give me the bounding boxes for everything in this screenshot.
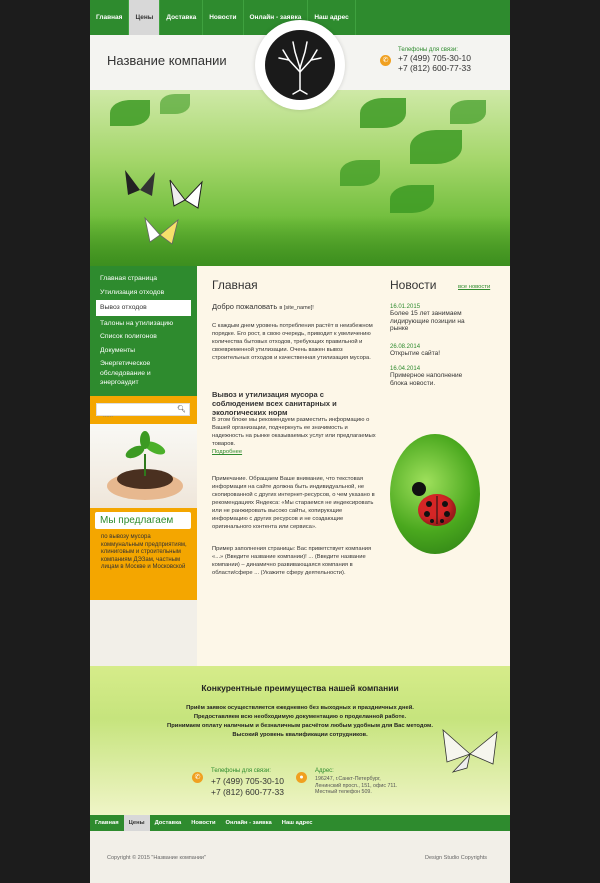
intro-paragraph: С каждым днем уровень потребления растёт в неизбежном порядке. Его рост, в свою очередь, приводит к увеличению количества бытовых отходов, требующих правильной и своевременной утилизации. Очень важен вывоз строительных отходов и качественная утилизация мусора. <box>212 323 373 361</box>
advantage-line: Принимаем оплату наличным и безналичным расчётом любым удобным для Вас методом. <box>167 723 433 729</box>
butterflies-image <box>120 160 220 250</box>
news-item[interactable] <box>390 366 480 387</box>
bottom-nav-item-online-request[interactable]: Онлайн - заявка <box>225 820 272 826</box>
left-dark-margin <box>0 0 90 883</box>
sidebar-item-landfills[interactable]: Список полигонов <box>100 333 157 340</box>
page-container <box>90 0 510 883</box>
logo[interactable] <box>255 20 345 110</box>
footer-contacts <box>90 760 510 815</box>
bottom-nav-item-delivery[interactable]: Доставка <box>154 820 182 826</box>
bottom-nav <box>90 815 510 831</box>
hero-banner <box>90 90 510 266</box>
hands-plant-image <box>90 424 197 508</box>
footer-phone-2: +7 (812) 600-77-33 <box>211 787 285 797</box>
offer-block <box>90 508 197 600</box>
news-item[interactable] <box>390 344 480 358</box>
phone-number-2: +7 (812) 600-77-33 <box>398 63 472 73</box>
advantage-line: Высокий уровень квалификации сотрудников. <box>232 732 368 738</box>
bottom-nav-item-prices[interactable]: Цены <box>124 815 150 831</box>
bottom-nav-item-address[interactable]: Наш адрес <box>281 820 313 826</box>
section-heading: Вывоз и утилизация мусора с соблюдением всех санитарных и экологических норм <box>212 390 337 417</box>
news-date: 16.01.2015 <box>390 304 421 310</box>
search-icon[interactable]: 🔍︎ <box>177 406 186 413</box>
note-paragraph: Примечание. Обращаем Ваше внимание, что текстовая информация на сайте должна быть индивидуальной, не скопированной с других интернет-ресурсов, о чем указано в рекомендациях Яндекса: «Мы стараемся не индексировать или не ранжировать высоко сайты, копирующие информацию с других ресурсов и не создающие оригинального контента или сервиса». <box>212 476 375 530</box>
sidebar-item-waste-removal[interactable]: Вывоз отходов <box>96 300 191 316</box>
top-nav-item-address[interactable]: Наш адрес <box>308 0 355 35</box>
company-name[interactable]: Название компании <box>107 53 227 68</box>
top-nav-item-delivery[interactable]: Доставка <box>160 0 203 35</box>
phone-number-1: +7 (499) 705-30-10 <box>398 53 472 63</box>
news-date: 26.08.2014 <box>390 344 421 350</box>
address-label: Адрес: <box>315 768 334 774</box>
sidebar-item-energy-audit[interactable]: Энергетическое обследование и энергоаудит <box>100 360 151 386</box>
design-credit[interactable]: Design Studio Copyrights <box>425 855 488 861</box>
location-pin-icon: ● <box>296 772 307 783</box>
tree-logo-icon <box>265 30 335 100</box>
about-paragraph: В этом блоке мы рекомендуем разместить информацию о Вашей организации, подчеркнуть ее значимость и надежность на рынке оказываемых услуг или предлагаемых товаров. <box>212 417 376 447</box>
example-paragraph: Пример заполнения страницы: Вас приветствует компания «...» (Введите название компании)! ... (Введите название компании) – динамично развивающаяся компания в области/сфере ... (Укажите сферу деятельности). <box>212 546 372 576</box>
read-more-link[interactable]: Подробнее <box>212 449 243 455</box>
phone-icon: ✆ <box>380 55 391 66</box>
news-text: Открытие сайта! <box>390 350 441 357</box>
bottom-nav-item-news[interactable]: Новости <box>191 820 216 826</box>
sidebar-menu <box>90 266 197 396</box>
news-text: Более 15 лет занимаем лидирующие позиции на рынке <box>390 310 465 332</box>
copyright: Copyright © 2015 "Название компании" <box>107 855 206 861</box>
news-date: 16.04.2014 <box>390 366 421 372</box>
welcome-site-name: в [site_name]! <box>279 305 314 311</box>
page-title: Главная <box>212 278 258 292</box>
top-nav-item-online-request[interactable]: Онлайн - заявка <box>244 0 309 35</box>
header-phones <box>382 47 472 73</box>
news-item[interactable] <box>390 304 480 333</box>
all-news-link[interactable]: все новости <box>458 284 491 290</box>
sidebar-item-waste-disposal[interactable]: Утилизация отходов <box>100 288 165 296</box>
search-area <box>90 396 197 424</box>
right-dark-margin <box>510 0 600 883</box>
advantage-line: Предоставляем всю необходимую документацию о проделанной работе. <box>193 714 407 720</box>
bottom-nav-item-home[interactable]: Главная <box>95 820 119 826</box>
offer-text: по вывозу мусора коммунальным предприятиям, клиниговым и строительным компаниям ДЭЗам, частным лицам в Москве и Московской <box>101 534 187 570</box>
advantages-title: Конкурентные преимущества нашей компании <box>201 683 399 693</box>
welcome-text: Добро пожаловать <box>212 302 278 311</box>
top-nav-item-home[interactable]: Главная <box>90 0 129 35</box>
advantage-line: Приём заявок осуществляется ежедневно без выходных и праздничных дней. <box>186 705 414 711</box>
address-text: 196247, г.Санкт-Петербург, Ленинский просп., 151, офис 711. Местный телефон 509. <box>315 776 398 795</box>
sidebar-item-coupons[interactable]: Талоны на утилизацию <box>100 319 174 327</box>
sidebar-item-documents[interactable]: Документы <box>100 346 136 354</box>
main-content <box>197 266 510 666</box>
top-nav-item-news[interactable]: Новости <box>203 0 243 35</box>
footer-phone-1: +7 (499) 705-30-10 <box>211 776 285 786</box>
phone-icon: ✆ <box>192 772 203 783</box>
top-nav-item-prices[interactable]: Цены <box>129 0 160 35</box>
offer-title: Мы предлагаем <box>95 512 191 529</box>
news-text: Примерное наполнение блока новости. <box>390 372 463 387</box>
welcome-heading <box>212 302 372 311</box>
search-input[interactable] <box>97 411 175 422</box>
news-title: Новости <box>390 278 437 292</box>
phones-label: Телефоны для связи: <box>398 47 458 53</box>
ladybug-globe-image <box>390 434 480 562</box>
sidebar-item-home[interactable]: Главная страница <box>100 275 158 282</box>
footer-phones-label: Телефоны для связи: <box>211 768 271 774</box>
search-box <box>96 403 190 416</box>
